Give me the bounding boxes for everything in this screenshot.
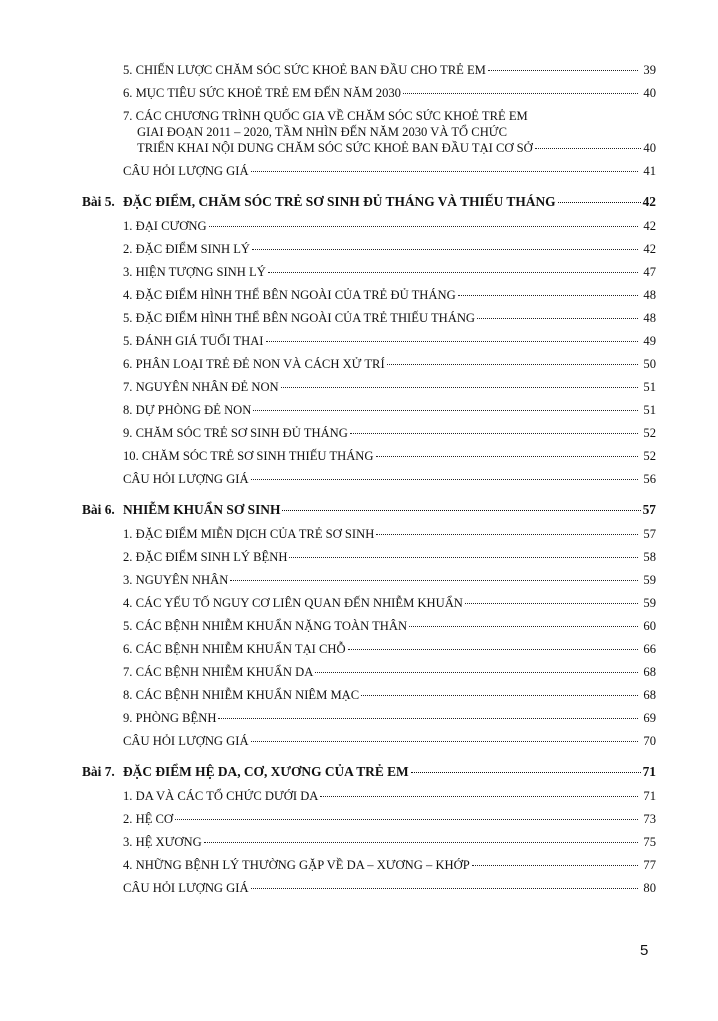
toc-entry-page: 40 [643, 141, 656, 155]
lesson-number: Bài 7. [82, 764, 115, 779]
toc-entry-page: 47 [643, 265, 656, 279]
toc-entry[interactable] [82, 241, 656, 264]
dot-leader [266, 341, 639, 342]
dot-leader [411, 772, 641, 773]
toc-entry[interactable] [82, 687, 656, 710]
dot-leader [281, 387, 638, 388]
toc-entry[interactable] [82, 811, 656, 834]
toc-entry[interactable] [82, 664, 656, 687]
toc-entry[interactable] [82, 85, 656, 108]
toc-entry[interactable] [82, 880, 656, 903]
dot-leader [409, 626, 638, 627]
toc-entry-page: 50 [643, 357, 656, 371]
toc-entry-page: 75 [643, 835, 656, 849]
toc-entry-title: 8. DỰ PHÒNG ĐẺ NON [123, 403, 252, 417]
toc-entry-title: 1. ĐẶC ĐIỂM MIỄN DỊCH CỦA TRẺ SƠ SINH [123, 527, 375, 541]
dot-leader [218, 718, 638, 719]
toc-entry-title: 10. CHĂM SÓC TRẺ SƠ SINH THIẾU THÁNG [123, 449, 374, 463]
toc-entry-page: 51 [643, 403, 656, 417]
toc-entry[interactable] [82, 448, 656, 471]
dot-leader [403, 93, 638, 94]
dot-leader [251, 479, 638, 480]
toc-entry-title: 1. ĐẠI CƯƠNG [123, 219, 207, 233]
toc-entry[interactable] [82, 788, 656, 811]
toc-entry-page: 77 [643, 858, 656, 872]
toc-entry[interactable] [82, 310, 656, 333]
toc-entry[interactable] [82, 379, 656, 402]
toc-entry[interactable] [82, 264, 656, 287]
lesson-list [82, 194, 656, 903]
toc-entry[interactable] [82, 641, 656, 664]
dot-leader [253, 410, 638, 411]
toc-entry[interactable] [82, 471, 656, 494]
toc-entry[interactable] [82, 618, 656, 641]
dot-leader [458, 295, 638, 296]
toc-entry-title: 9. PHÒNG BỆNH [123, 711, 217, 725]
toc-entry-title: CÂU HỎI LƯỢNG GIÁ [123, 881, 249, 895]
dot-leader [175, 819, 638, 820]
dot-leader [251, 741, 638, 742]
toc-entry-page: 57 [643, 527, 656, 541]
toc-entry[interactable] [82, 834, 656, 857]
dot-leader [252, 249, 638, 250]
toc-entry-page: 42 [643, 219, 656, 233]
dot-leader [488, 70, 638, 71]
toc-entry-page: 80 [643, 881, 656, 895]
toc-entry-page: 49 [643, 334, 656, 348]
lesson-title: ĐẶC ĐIỂM HỆ DA, CƠ, XƯƠNG CỦA TRẺ EM [123, 764, 409, 779]
lesson-number: Bài 5. [82, 194, 115, 209]
lesson-heading[interactable] [82, 194, 656, 218]
dot-leader [268, 272, 638, 273]
toc-entry-title: CÂU HỎI LƯỢNG GIÁ [123, 734, 249, 748]
dot-leader [251, 888, 638, 889]
toc-entry[interactable] [82, 710, 656, 733]
toc-entry-title: 4. ĐẶC ĐIỂM HÌNH THỂ BÊN NGOÀI CỦA TRẺ ĐỦ THÁNG [123, 288, 456, 302]
toc-entry-page: 51 [643, 380, 656, 394]
toc-entry-title: 4. CÁC YẾU TỐ NGUY CƠ LIÊN QUAN ĐẾN NHIỄM KHUẨN [123, 596, 463, 610]
dot-leader [209, 226, 638, 227]
toc-entry-page: 66 [643, 642, 656, 656]
toc-entry-title: 3. HỆ XƯƠNG [123, 835, 202, 849]
toc-entry-title: 6. MỤC TIÊU SỨC KHOẺ TRẺ EM ĐẾN NĂM 2030 [123, 86, 401, 100]
lesson-heading[interactable] [82, 502, 656, 526]
toc-entry-title: 2. HỆ CƠ [123, 812, 174, 826]
toc-entry[interactable] [82, 356, 656, 379]
toc-entry-title: 8. CÁC BỆNH NHIỄM KHUẨN NIÊM MẠC [123, 688, 360, 702]
toc-entry-page: 73 [643, 812, 656, 826]
lesson-page: 42 [642, 194, 656, 209]
lesson-page: 57 [642, 502, 656, 517]
toc-entry[interactable] [82, 549, 656, 572]
toc-entry[interactable] [82, 595, 656, 618]
toc-entry-page: 48 [643, 288, 656, 302]
toc-entry-title: 5. CÁC BỆNH NHIỄM KHUẨN NẶNG TOÀN THÂN [123, 619, 408, 633]
dot-leader [230, 580, 638, 581]
dot-leader [376, 534, 638, 535]
lesson-title: ĐẶC ĐIỂM, CHĂM SÓC TRẺ SƠ SINH ĐỦ THÁNG VÀ THIẾU THÁNG [123, 194, 556, 209]
dot-leader [348, 649, 638, 650]
dot-leader [282, 510, 640, 511]
dot-leader [535, 148, 642, 149]
toc-entry-title: 2. ĐẶC ĐIỂM SINH LÝ [123, 242, 250, 256]
toc-entry-title: 3. HIỆN TƯỢNG SINH LÝ [123, 265, 266, 279]
toc-entry-title: 7. NGUYÊN NHÂN ĐẺ NON [123, 380, 279, 394]
toc-entry-title: 9. CHĂM SÓC TRẺ SƠ SINH ĐỦ THÁNG [123, 426, 348, 440]
lesson-heading[interactable] [82, 764, 656, 788]
toc-entry[interactable] [82, 733, 656, 756]
toc-entry[interactable] [82, 572, 656, 595]
lesson-title: NHIỄM KHUẨN SƠ SINH [123, 502, 281, 517]
toc-entry-page: 52 [643, 449, 656, 463]
dot-leader [350, 433, 638, 434]
toc-entry-page: 68 [643, 665, 656, 679]
dot-leader [477, 318, 638, 319]
dot-leader [204, 842, 638, 843]
toc-entry[interactable] [82, 163, 656, 186]
toc-entry-page: 40 [643, 86, 656, 100]
toc-entry-page: 39 [643, 63, 656, 77]
toc-entry[interactable] [82, 62, 656, 85]
toc-entry-title: 6. CÁC BỆNH NHIỄM KHUẨN TẠI CHỖ [123, 642, 346, 656]
dot-leader [387, 364, 638, 365]
dot-leader [558, 202, 641, 203]
toc-entry-title-line-2: GIAI ĐOẠN 2011 – 2020, TẦM NHÌN ĐẾN NĂM 2030 VÀ TỔ CHỨC [137, 125, 507, 139]
toc-entry-page: 69 [643, 711, 656, 725]
toc-entry-page: 52 [643, 426, 656, 440]
toc-entry-title: 1. DA VÀ CÁC TỔ CHỨC DƯỚI DA [123, 789, 319, 803]
page-number: 5 [640, 942, 649, 959]
toc-entry-page: 70 [643, 734, 656, 748]
toc-entry-page: 71 [643, 789, 656, 803]
toc-entry-title: 3. NGUYÊN NHÂN [123, 573, 229, 587]
dot-leader [472, 865, 638, 866]
toc-entry-page: 68 [643, 688, 656, 702]
toc-entry[interactable] [82, 402, 656, 425]
lesson-number: Bài 6. [82, 502, 115, 517]
dot-leader [465, 603, 638, 604]
toc-entry[interactable] [82, 526, 656, 549]
toc-entry-title: 5. ĐÁNH GIÁ TUỔI THAI [123, 334, 264, 348]
toc-entry-page: 41 [643, 164, 656, 178]
toc-entry-page: 59 [643, 596, 656, 610]
toc-entry-title: 5. CHIẾN LƯỢC CHĂM SÓC SỨC KHOẺ BAN ĐẦU CHO TRẺ EM [123, 63, 486, 77]
dot-leader [376, 456, 639, 457]
dot-leader [315, 672, 638, 673]
toc-entry-page: 58 [643, 550, 656, 564]
lesson-page: 71 [642, 764, 656, 779]
toc-entry-title-line-1: 7. CÁC CHƯƠNG TRÌNH QUỐC GIA VỀ CHĂM SÓC SỨC KHOẺ TRẺ EM [123, 109, 528, 123]
toc-entry-page: 60 [643, 619, 656, 633]
toc-entry[interactable] [82, 218, 656, 241]
dot-leader [289, 557, 638, 558]
toc-entry-page: 48 [643, 311, 656, 325]
toc-entry-title: 2. ĐẶC ĐIỂM SINH LÝ BỆNH [123, 550, 288, 564]
dot-leader [251, 171, 638, 172]
toc-entry[interactable] [82, 425, 656, 448]
toc-entry-title: 6. PHÂN LOẠI TRẺ ĐẺ NON VÀ CÁCH XỬ TRÍ [123, 357, 385, 371]
toc-entry-title: CÂU HỎI LƯỢNG GIÁ [123, 164, 249, 178]
toc-entry-title: 5. ĐẶC ĐIỂM HÌNH THỂ BÊN NGOÀI CỦA TRẺ THIẾU THÁNG [123, 311, 476, 325]
toc-entry-title-line-3: TRIỂN KHAI NỘI DUNG CHĂM SÓC SỨC KHOẺ BAN ĐẦU TẠI CƠ SỞ [137, 141, 533, 155]
toc-entry[interactable] [82, 287, 656, 310]
toc-entry-page: 42 [643, 242, 656, 256]
toc-entry-page: 56 [643, 472, 656, 486]
dot-leader [320, 796, 638, 797]
toc-entry[interactable] [82, 333, 656, 356]
toc-entry-multiline[interactable] [82, 108, 656, 163]
toc-entry-title: 4. NHỮNG BỆNH LÝ THƯỜNG GẶP VỀ DA – XƯƠNG – KHỚP [123, 858, 470, 872]
toc-entry[interactable] [82, 857, 656, 880]
toc-entry-page: 59 [643, 573, 656, 587]
toc-entry-title: CÂU HỎI LƯỢNG GIÁ [123, 472, 249, 486]
dot-leader [361, 695, 638, 696]
toc-entry-title: 7. CÁC BỆNH NHIỄM KHUẨN DA [123, 665, 314, 679]
table-of-contents [82, 62, 656, 903]
